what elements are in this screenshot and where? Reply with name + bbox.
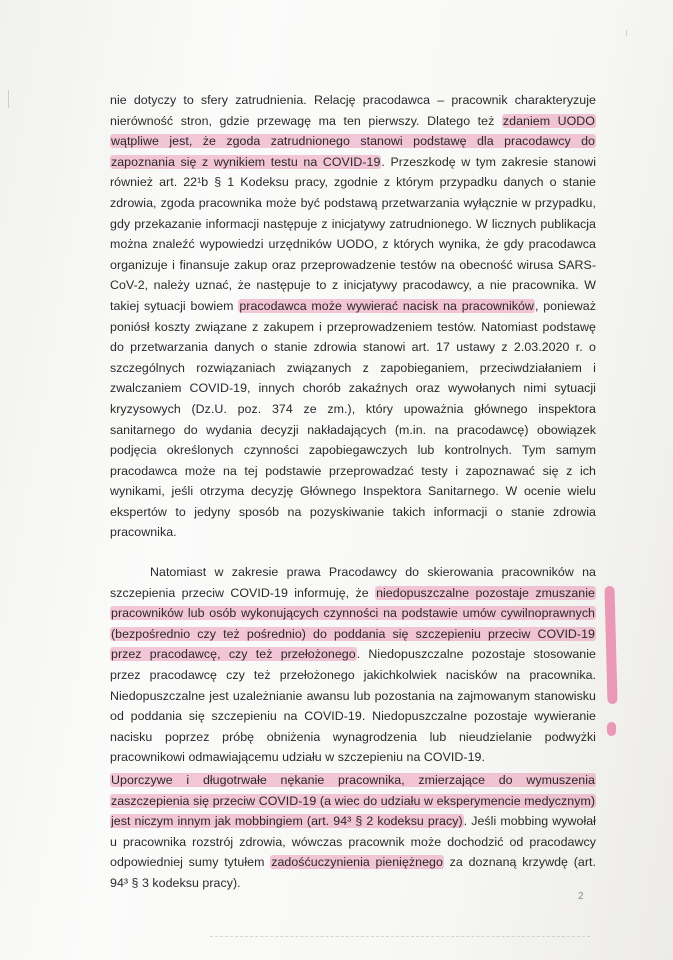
highlighted-text: zadośćuczynienia pieniężnego [271,855,443,870]
body-text: . Jeśli mobbing wywołał u pracownika rozstrój zdrowia, wówczas pracownik może dochodzić od pracodawcy odpowiedniej sumy tytułem [110,814,596,870]
paragraph-uodo-testing [110,90,596,543]
margin-highlighter-stroke [604,586,617,704]
highlighted-text: pracodawca może wywierać nacisk na pracowników [239,298,534,313]
margin-scan-artifact [8,90,9,108]
paragraph-mobbing [110,770,596,894]
body-text: nie dotyczy to sfery zatrudnienia. Relację pracodawca – pracownik charakteryzuje nierówność stron, gdzie przewagę ma ten pierwszy. Dlatego też [110,93,596,128]
margin-highlighter-dot [607,722,616,736]
body-text: za doznaną krzywdę (art. 94³ § 3 kodeksu pracy). [110,855,596,890]
highlighted-text: Uporczywe i długotrwałe nękanie pracownika, zmierzające do wymuszenia zaszczepienia się przeciw COVID-19 (a wiec do udziału w eksperymencie medycznym) jest niczym innym jak mobbingiem (art. 94³ § 2 kodeksu pracy) [111,773,595,829]
footer-scan-artifact [210,936,590,938]
highlighted-text: niedopuszczalne pozostaje zmuszanie pracowników lub osób wykonujących czynności na podstawie umów cywilnoprawnych (bezpośrednio czy też pośrednio) do poddania się szczepieniu przeciw COVID-19 przez pracodawcę, czy też przełożonego [111,585,595,662]
paragraph-vaccination-employer [110,562,596,768]
margin-scan-artifact [626,30,627,36]
body-text: . Niedopuszczalne pozostaje stosowanie przez pracodawcę czy też przełożonego jakichkolwiek nacisków na pracownika. Niedopuszczalne jest uzależnianie awansu lub pozostania na zajmowanym stanowisku od poddania się szczepieniu na COVID-19. Niedopuszczalne pozostaje wywieranie nacisku poprzez próbę obniżenia wynagrodzenia lub nieudzielanie podwyżki pracownikowi odmawiającemu udziału w szczepieniu na COVID-19. [110,647,596,765]
page-number: 2 [578,891,584,902]
body-text: , ponieważ poniósł koszty związane z zakupem i przeprowadzeniem testów. Natomiast podstawę do przetwarzania danych o stanie zdrowia stanowi art. 17 ustawy z 2.03.2020 r. o szczególnych rozwiązaniach związanych z zapobieganiem, przeciwdziałaniem i zwalczaniem COVID-19, innych chorób zakaźnych oraz wywołanych nimi sytuacji kryzysowych (Dz.U. poz. 374 ze zm.), który upoważnia głównego inspektora sanitarnego do wydania decyzji nakładających (m.in. na pracodawcę) obowiązek podjęcia określonych czynności zapobiegawczych lub kontrolnych. Tym samym pracodawca może na tej podstawie przeprowadzać testy i zapoznawać się z ich wynikami, jeśli otrzyma decyzję Głównego Inspektora Sanitarnego. W ocenie wielu ekspertów to jedyny sposób na pozyskiwanie takich informacji o stanie zdrowia pracownika. [110,298,596,540]
body-text: . Przeszkodę w tym zakresie stanowi również art. 22¹b § 1 Kodeksu pracy, zgodnie z którym przypadku danych o stanie zdrowia, zgoda pracownika może być podstawą przetwarzania wyłącznie w przypadku, gdy przekazanie informacji następuje z inicjatywy zatrudnionego. W licznych publikacja można znaleźć wypowiedzi urzędników UODO, z których wynika, że gdy pracodawca organizuje i finansuje zakup oraz przeprowadzenie testów na obecność wirusa SARS-CoV-2, należy uznać, że następuje to z inicjatywy pracodawcy, a nie pracownika. W takiej sytuacji bowiem [110,154,596,313]
highlighted-text: zdaniem UODO wątpliwe jest, że zgoda zatrudnionego stanowi podstawę dla pracodawcy do zapoznania się z wynikiem testu na COVID-19 [111,113,595,169]
body-text: Natomiast w zakresie prawa Pracodawcy do skierowania pracowników na szczepienia przeciw COVID-19 informuję, że [110,565,596,600]
